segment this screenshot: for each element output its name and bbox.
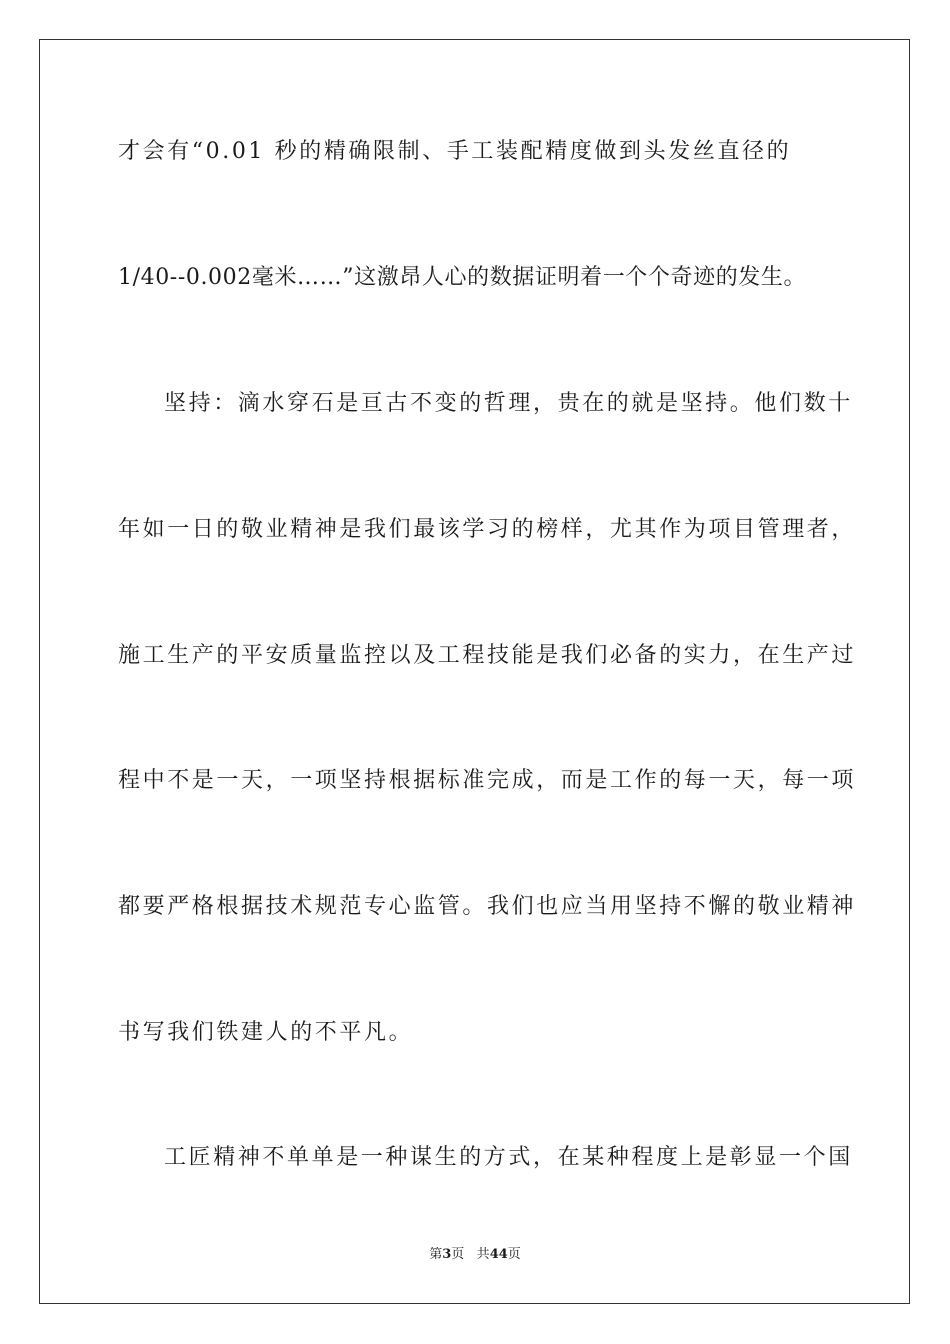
page-border [39, 39, 910, 1304]
body-line-9: 工匠精神不单单是一种谋生的方式，在某种程度上是彰显一个国 [164, 1145, 853, 1170]
body-line-3: 坚持：滴水穿石是亘古不变的哲理，贵在的就是坚持。他们数十 [164, 391, 853, 416]
body-line-6: 程中不是一天，一项坚持根据标准完成，而是工作的每一天，每一项 [118, 768, 857, 793]
total-prefix: 共 [476, 1247, 490, 1262]
total-suffix: 页 [507, 1247, 521, 1262]
body-line-7: 都要严格根据技术规范专心监管。我们也应当用坚持不懈的敬业精神 [118, 894, 857, 919]
page-footer [0, 1246, 950, 1264]
body-line-1: 才会有“0.01 秒的精确限制、手工装配精度做到头发丝直径的 [118, 139, 792, 164]
body-line-2: 1/40--0.002毫米……”这激昂人心的数据证明着一个个奇迹的发生。 [118, 265, 807, 290]
total-pages: 44 [489, 1247, 508, 1262]
body-line-5: 施工生产的平安质量监控以及工程技能是我们必备的实力，在生产过 [118, 643, 857, 668]
page-prefix: 第 [429, 1247, 443, 1262]
page-number: 3 [442, 1247, 452, 1262]
body-line-8: 书写我们铁建人的不平凡。 [118, 1020, 414, 1045]
page-suffix: 页 [451, 1247, 465, 1262]
body-line-4: 年如一日的敬业精神是我们最该学习的榜样，尤其作为项目管理者， [118, 517, 857, 542]
